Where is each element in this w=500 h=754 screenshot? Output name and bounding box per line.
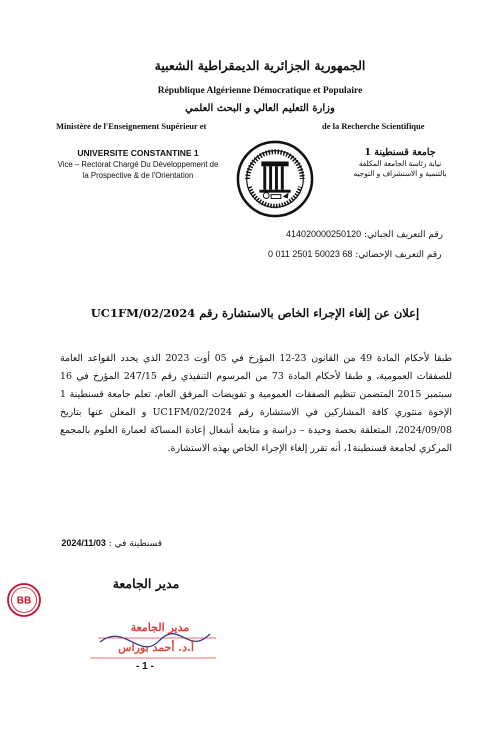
- signature-seal-title: مدير الجامعة: [130, 621, 190, 634]
- date-value: 2024/11/03: [61, 538, 106, 548]
- date-label: قسنطينة في :: [108, 539, 162, 549]
- university-logo: [236, 140, 314, 218]
- date-line: [60, 538, 162, 549]
- ministry-french-left: Ministère de l'Enseignement Supérieur et: [56, 121, 207, 131]
- university-french-block: [38, 148, 238, 181]
- fiscal-id-value: 414020000250120: [286, 229, 362, 239]
- notice-title: إعلان عن إلغاء الإجراء الخاص بالاستشارة رقم 2024/UC1FM/02: [90, 306, 420, 320]
- bb-stamp: [6, 582, 42, 618]
- statistical-id-value: 0 011 2501 50023 68: [268, 249, 353, 259]
- ministry-arabic: وزارة التعليم العالي و البحث العلمي: [185, 103, 335, 114]
- fiscal-id-line: [286, 229, 443, 240]
- university-name-arabic: جامعة قسنطينة 1: [364, 147, 436, 158]
- page-number: - 1 -: [136, 661, 154, 672]
- vice-rectorate-arabic-line1: نيابة رئاسة الجامعة المكلفة: [358, 159, 442, 168]
- signature-seal-name: أ.د. أحمد بوراس: [118, 641, 194, 654]
- ministry-french-right: de la Recherche Scientifique: [322, 121, 425, 131]
- vice-rectorate-line1: Vice – Rectorat Chargé Du Développement de: [57, 160, 219, 169]
- vice-rectorate-arabic-line2: بالتنمية و الاستشراف و التوجيه: [353, 169, 447, 178]
- statistical-id-label: رقم التعريف الإحصائي:: [355, 250, 442, 260]
- director-title: مدير الجامعة: [112, 576, 180, 591]
- notice-body: طبقا لأحكام المادة 49 من القانون 23-12 المؤرخ في 05 أوت 2023 الذي يحدد القواعد العامة للصفقات العمومية، و طبقا لأحكام المادة 73 من المرسوم التنفيذي رقم 247/15 المؤرخ في 16 سبتمبر 2015 المتضمن تنظيم الصفقات العمومية و تفويضات المرفق العام، تعلم جامعة قسنطينة 1 الإخوة منتوري كافة المشاركين في الاستشارة رقم 2024/UC1FM/02 و المعلن عنها بتاريخ 2024/09/08، المتعلقة بحصة وحيدة – دراسة و متابعة أشغال إعادة المساكة لعمارة العلوم بالمجمع المركزي لجامعة قسنطينة1، أنه تقرر إلغاء الإجراء الخاص بهذه الاستشارة.: [60, 353, 453, 454]
- vice-rectorate-line2: la Prospective & de l'Orientation: [82, 171, 194, 180]
- statistical-id-line: [268, 249, 442, 260]
- university-name-french: UNIVERSITE CONSTANTINE 1: [77, 148, 199, 158]
- fiscal-id-label: رقم التعريف الجبائي:: [363, 230, 443, 240]
- bb-stamp-text: BB: [16, 595, 32, 607]
- republic-french: République Algérienne Démocratique et Populaire: [157, 86, 363, 96]
- university-arabic-block: [345, 146, 455, 179]
- republic-arabic: الجمهورية الجزائرية الديمقراطية الشعبية: [154, 58, 366, 73]
